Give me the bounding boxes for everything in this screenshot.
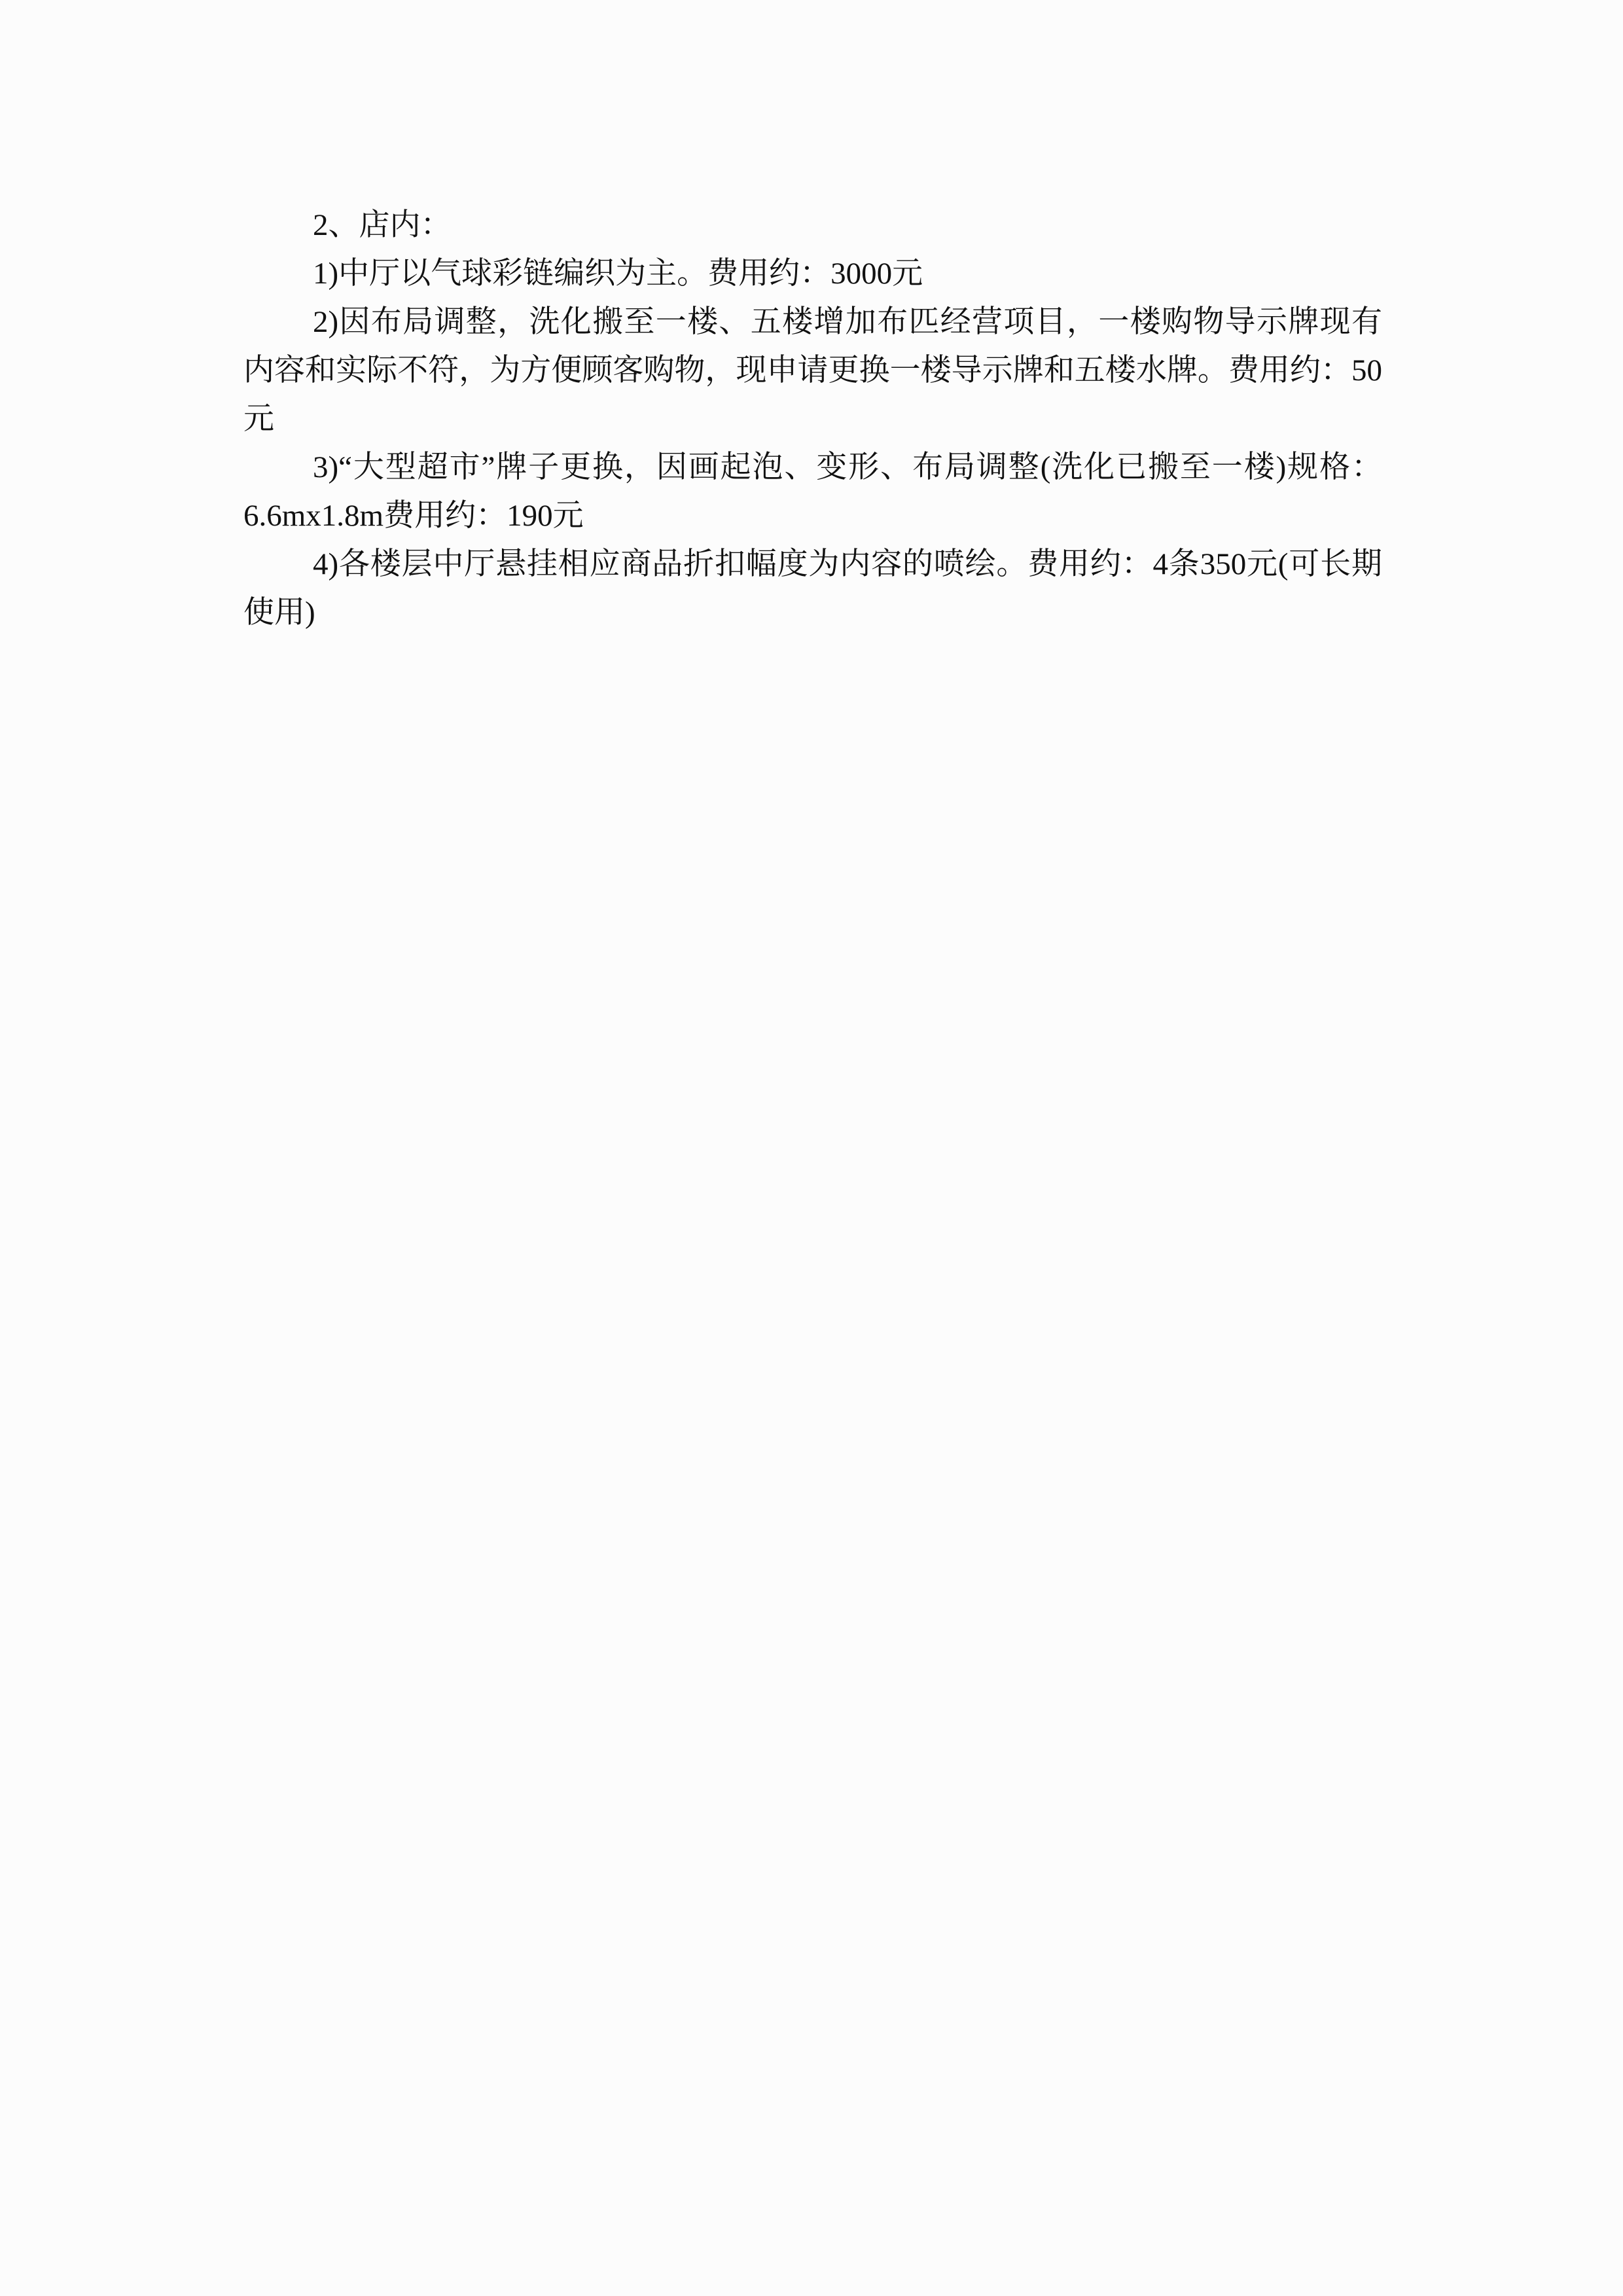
paragraph-item-1: 1)中厅以气球彩链编织为主。费用约：3000元 xyxy=(313,257,923,291)
paragraph-item-3: 3)“大型超市”牌子更换，因画起泡、变形、布局调整(洗化已搬至一楼)规格：6.6mx1.8m费用约：190元 xyxy=(243,450,1382,533)
paragraph-item-4: 4)各楼层中厅悬挂相应商品折扣幅度为内容的喷绘。费用约：4条350元(可长期使用) xyxy=(243,547,1382,630)
section-heading: 2、店内： xyxy=(313,208,452,242)
document-body xyxy=(243,201,1382,637)
paragraph-item-2: 2)因布局调整，洗化搬至一楼、五楼增加布匹经营项目，一楼购物导示牌现有内容和实际不符，为方便顾客购物，现申请更换一楼导示牌和五楼水牌。费用约：50元 xyxy=(243,305,1382,436)
